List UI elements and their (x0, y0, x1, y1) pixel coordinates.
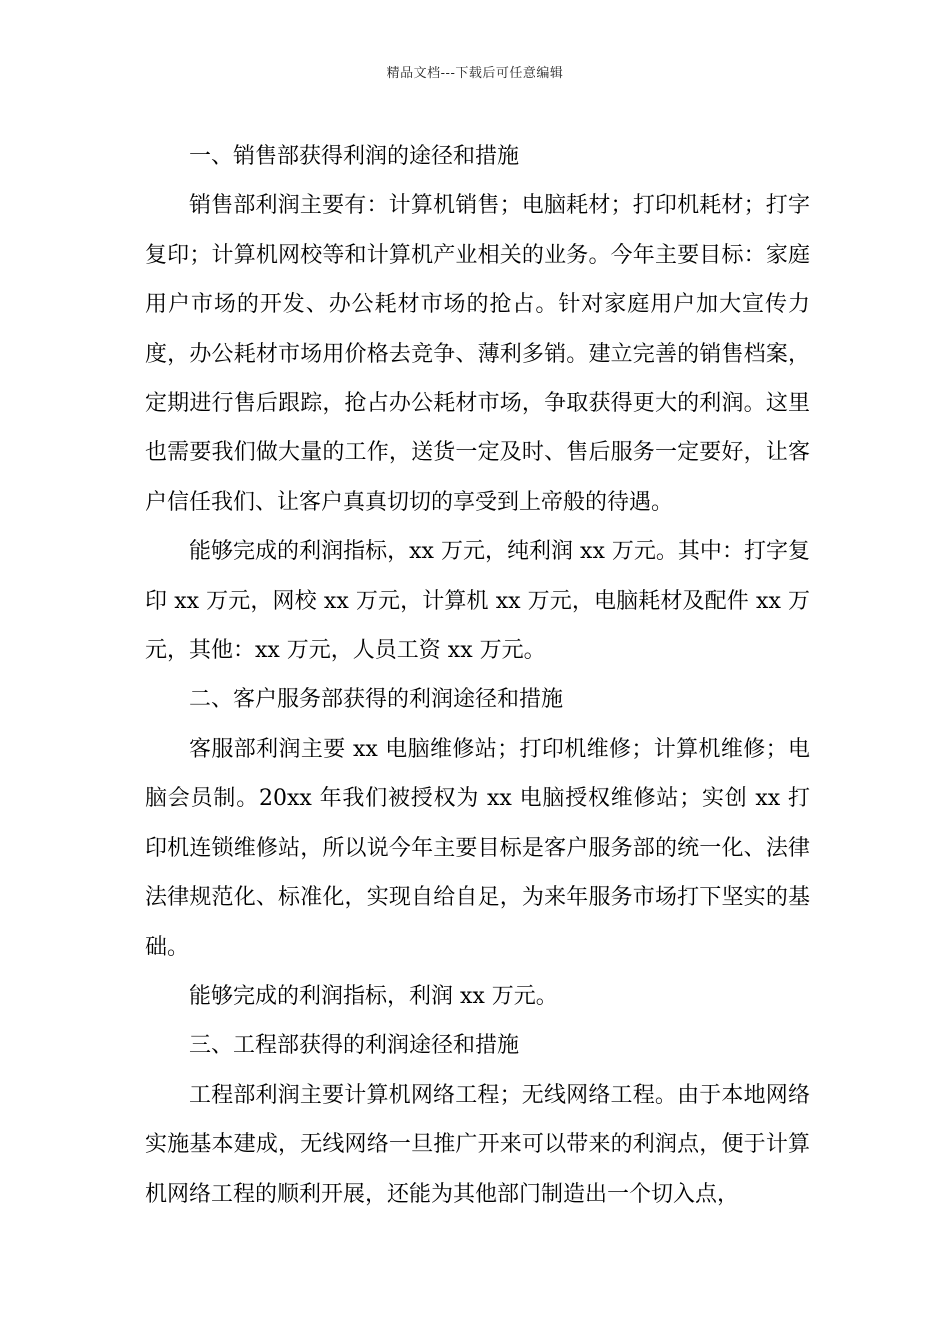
document-body (145, 132, 810, 1219)
section-heading-sales: 一、销售部获得利润的途径和措施 (189, 144, 520, 169)
page-header: 精品文档---下载后可任意编辑 (386, 66, 564, 81)
section-heading-engineering: 三、工程部获得的利润途径和措施 (189, 1033, 520, 1059)
paragraph-sales-targets: 能够完成的利润指标，xx 万元，纯利润 xx 万元。其中：打字复印 xx 万元，网校 xx 万元，计算机 xx 万元，电脑耗材及配件 xx 万元，其他：xx 万元，人员工资 xx 万元。 (145, 539, 810, 664)
paragraph-service-profit: 客服部利润主要 xx 电脑维修站；打印机维修；计算机维修；电脑会员制。20xx 年我们被授权为 xx 电脑授权维修站；实创 xx 打印机连锁维修站，所以说今年主要目标是客户服务部的统一化、法律法律规范化、标准化，实现自给自足，为来年服务市场打下坚实的基础。 (145, 736, 810, 960)
paragraph-service-targets: 能够完成的利润指标，利润 xx 万元。 (189, 983, 558, 1009)
section-heading-customer-service: 二、客户服务部获得的利润途径和措施 (189, 687, 564, 713)
paragraph-sales-profit: 销售部利润主要有：计算机销售；电脑耗材；打印机耗材；打字复印；计算机网校等和计算机产业相关的业务。今年主要目标：家庭用户市场的开发、办公耗材市场的抢占。针对家庭用户加大宣传力度，办公耗材市场用价格去竞争、薄利多销。建立完善的销售档案，定期进行售后跟踪，抢占办公耗材市场，争取获得更大的利润。这里也需要我们做大量的工作，送货一定及时、售后服务一定要好，让客户信任我们、让客户真真切切的享受到上帝般的待遇。 (145, 193, 810, 515)
paragraph-engineering-profit: 工程部利润主要计算机网络工程；无线网络工程。由于本地网络实施基本建成，无线网络一旦推广开来可以带来的利润点，便于计算机网络工程的顺利开展，还能为其他部门制造出一个切入点， (145, 1082, 810, 1207)
